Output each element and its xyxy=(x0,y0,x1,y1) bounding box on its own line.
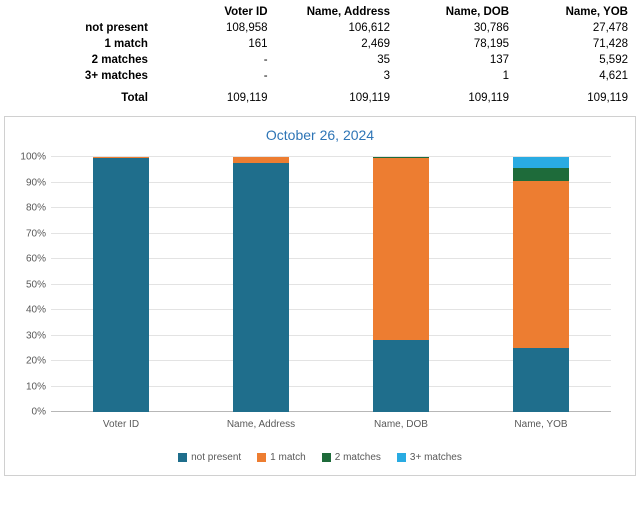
cell-not-present-name-yob: 27,478 xyxy=(592,22,628,34)
x-axis-tick-label: Name, DOB xyxy=(374,419,428,430)
column-header-voter-id: Voter ID xyxy=(224,6,268,18)
cell-1-match-name-dob: 78,195 xyxy=(473,38,510,50)
y-axis-tick-label: 10% xyxy=(25,381,46,392)
column-header-name-yob: Name, YOB xyxy=(565,6,628,18)
cell-1-match-name-address: 2,469 xyxy=(361,38,391,50)
legend-label: 2 matches xyxy=(334,452,381,463)
y-axis-tick-label: 70% xyxy=(25,228,46,239)
cell-not-present-name-address: 106,612 xyxy=(348,22,391,34)
cell-2-matches-voter-id: - xyxy=(263,54,268,66)
cell-1-match-voter-id: 161 xyxy=(248,38,268,50)
y-axis-tick-label: 80% xyxy=(25,202,46,214)
bar-segment[interactable] xyxy=(233,163,289,412)
chart-title: October 26, 2024 xyxy=(265,127,375,143)
row-label-not-present: not present xyxy=(85,22,148,34)
cell-3plus-matches-name-dob: 1 xyxy=(502,70,510,82)
bar-segment[interactable] xyxy=(373,340,429,412)
legend-label: not present xyxy=(191,452,242,463)
chart-legend xyxy=(5,452,635,463)
bar-segment[interactable] xyxy=(93,157,149,412)
legend-swatch xyxy=(257,453,266,462)
cell-2-matches-name-dob: 137 xyxy=(489,54,510,66)
plot-rectangle xyxy=(20,151,611,430)
x-axis-tick-label: Name, Address xyxy=(226,419,296,430)
cell-1-match-name-yob: 71,428 xyxy=(592,38,628,50)
y-axis-tick-label: 50% xyxy=(25,279,46,290)
bar-segment[interactable] xyxy=(513,181,569,348)
row-label-total: Total xyxy=(121,92,148,104)
cell-total-voter-id: 109,119 xyxy=(226,92,268,104)
legend-swatch xyxy=(397,453,406,462)
chart-panel xyxy=(4,116,636,476)
table-row xyxy=(10,52,634,68)
y-axis-tick-label: 90% xyxy=(25,177,46,188)
table-header-row xyxy=(10,4,634,20)
cell-total-name-yob: 109,119 xyxy=(587,92,628,104)
row-label-2-matches: 2 matches xyxy=(91,54,148,66)
table-body xyxy=(10,20,634,106)
summary-table-area xyxy=(0,0,644,106)
x-axis-tick-label: Voter ID xyxy=(102,419,140,430)
stacked-bar[interactable] xyxy=(93,157,149,412)
bar-group xyxy=(51,157,191,430)
column-header-name-dob: Name, DOB xyxy=(445,6,510,18)
legend-item[interactable] xyxy=(178,452,241,463)
cell-total-name-address: 109,119 xyxy=(349,92,391,104)
bar-segment[interactable] xyxy=(513,157,569,168)
table-corner-cell xyxy=(10,4,158,20)
table-header xyxy=(10,4,634,20)
cell-3plus-matches-name-address: 3 xyxy=(383,70,391,82)
y-axis-tick-label: 40% xyxy=(25,304,46,316)
bar-group xyxy=(191,157,331,430)
cell-not-present-voter-id: 108,958 xyxy=(225,22,268,34)
cell-total-name-dob: 109,119 xyxy=(468,92,510,104)
bar-segment[interactable] xyxy=(513,348,569,412)
cell-not-present-name-dob: 30,786 xyxy=(473,22,510,34)
bar-segment[interactable] xyxy=(233,157,289,163)
table-row xyxy=(10,68,634,84)
stacked-bar[interactable] xyxy=(233,157,289,412)
table-row xyxy=(10,20,634,36)
legend-swatch xyxy=(178,453,187,462)
legend-swatch xyxy=(322,453,331,462)
cell-2-matches-name-address: 35 xyxy=(377,54,391,66)
bar-group xyxy=(331,157,471,430)
legend-label: 3+ matches xyxy=(409,452,462,463)
table-total-row xyxy=(10,84,634,106)
y-axis-tick-label: 0% xyxy=(31,406,46,418)
legend-item[interactable] xyxy=(397,452,462,463)
row-label-1-match: 1 match xyxy=(104,38,148,50)
legend-item[interactable] xyxy=(257,452,306,463)
cell-2-matches-name-yob: 5,592 xyxy=(599,54,628,66)
bar-segment[interactable] xyxy=(513,168,569,181)
x-axis-tick-label: Name, YOB xyxy=(514,419,568,430)
y-axis-tick-label: 60% xyxy=(25,253,46,265)
cell-3plus-matches-voter-id: - xyxy=(263,70,268,82)
table-row xyxy=(10,36,634,52)
bar-segment[interactable] xyxy=(373,157,429,340)
column-header-name-address: Name, Address xyxy=(306,6,391,18)
bar-group xyxy=(471,157,611,430)
row-label-3plus-matches: 3+ matches xyxy=(84,70,148,82)
y-axis-tick-label: 100% xyxy=(20,151,46,163)
y-axis-tick-label: 30% xyxy=(25,330,46,341)
legend-label: 1 match xyxy=(270,452,306,463)
plot-area xyxy=(5,153,635,438)
legend-item[interactable] xyxy=(322,452,381,463)
stacked-bar[interactable] xyxy=(373,157,429,412)
cell-3plus-matches-name-yob: 4,621 xyxy=(599,70,628,82)
stacked-bar[interactable] xyxy=(513,157,569,412)
y-axis-tick-label: 20% xyxy=(25,355,46,367)
match-summary-table xyxy=(10,4,634,106)
